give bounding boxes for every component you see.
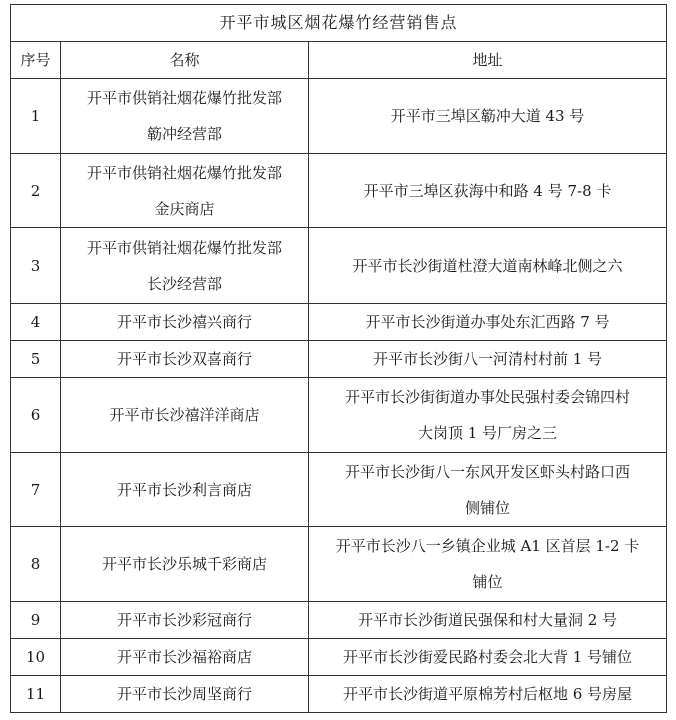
row-name-line: 开平市供销社烟花爆竹批发部 xyxy=(86,238,282,257)
row-index: 9 xyxy=(11,602,61,639)
row-address-line: 开平市三埠区荻海中和路 4 号 7-8 卡 xyxy=(363,181,612,200)
row-address-line: 侧铺位 xyxy=(464,498,510,517)
row-address-line: 开平市长沙街道办事处东汇西路 7 号 xyxy=(365,313,610,331)
row-name xyxy=(61,341,309,378)
row-address xyxy=(309,602,667,639)
row-name-line: 金庆商店 xyxy=(154,199,215,218)
table-row xyxy=(11,378,667,453)
row-address xyxy=(309,304,667,341)
row-name xyxy=(61,304,309,341)
row-address xyxy=(309,378,667,453)
row-name-line: 长沙经营部 xyxy=(146,274,222,293)
row-name xyxy=(61,228,309,304)
row-name-line: 开平市长沙福裕商店 xyxy=(116,648,252,666)
row-index: 5 xyxy=(11,341,61,378)
row-address xyxy=(309,676,667,713)
row-index: 2 xyxy=(11,154,61,228)
row-name xyxy=(61,453,309,527)
table-row xyxy=(11,228,667,304)
row-name-line: 开平市长沙周坚商行 xyxy=(116,685,252,703)
header-name: 名称 xyxy=(61,42,309,79)
table-row xyxy=(11,304,667,341)
table-row xyxy=(11,79,667,154)
row-address-line: 铺位 xyxy=(472,573,503,591)
row-name-line: 开平市长沙乐城千彩商店 xyxy=(101,555,267,573)
outlet-table xyxy=(10,4,667,713)
table-row xyxy=(11,453,667,527)
row-index: 1 xyxy=(11,79,61,154)
row-name xyxy=(61,639,309,676)
row-address xyxy=(309,79,667,154)
table-body xyxy=(11,79,667,713)
row-address-line: 开平市长沙街八一河清村村前 1 号 xyxy=(372,350,603,368)
header-index: 序号 xyxy=(11,42,61,79)
row-address xyxy=(309,453,667,527)
table-row xyxy=(11,639,667,676)
row-name xyxy=(61,527,309,602)
row-name-line: 开平市长沙禧洋洋商店 xyxy=(109,406,260,424)
row-name-line: 开平市供销社烟花爆竹批发部 xyxy=(86,89,282,107)
row-index: 11 xyxy=(11,676,61,713)
table-row xyxy=(11,341,667,378)
row-name-line: 开平市供销社烟花爆竹批发部 xyxy=(86,163,282,182)
title-row xyxy=(11,5,667,42)
row-address xyxy=(309,639,667,676)
row-address-line: 开平市长沙街爱民路村委会北大背 1 号铺位 xyxy=(342,648,633,666)
row-address-line: 开平市长沙街八一东风开发区虾头村路口西 xyxy=(344,462,630,481)
row-address-line: 开平市长沙街道民强保和村大量洞 2 号 xyxy=(357,611,618,629)
row-name-line: 开平市长沙利言商店 xyxy=(116,480,252,499)
table-row xyxy=(11,527,667,602)
row-address xyxy=(309,228,667,304)
row-index: 10 xyxy=(11,639,61,676)
table-row xyxy=(11,154,667,228)
row-address-line: 开平市长沙八一乡镇企业城 A1 区首层 1-2 卡 xyxy=(335,537,640,555)
row-index: 3 xyxy=(11,228,61,304)
row-address xyxy=(309,527,667,602)
row-address-line: 大岗顶 1 号厂房之三 xyxy=(417,424,558,442)
row-address xyxy=(309,154,667,228)
row-name-line: 簕冲经营部 xyxy=(146,125,222,143)
header-row xyxy=(11,42,667,79)
row-name xyxy=(61,154,309,228)
row-address-line: 开平市长沙街街道办事处民强村委会锦四村 xyxy=(344,388,630,406)
table-row xyxy=(11,676,667,713)
header-address: 地址 xyxy=(309,42,667,79)
row-address-line: 开平市三埠区簕冲大道 43 号 xyxy=(390,107,585,125)
table-title: 开平市城区烟花爆竹经营销售点 xyxy=(11,5,667,42)
row-name-line: 开平市长沙彩冠商行 xyxy=(116,611,252,629)
row-address xyxy=(309,341,667,378)
row-index: 7 xyxy=(11,453,61,527)
row-name xyxy=(61,602,309,639)
row-name xyxy=(61,378,309,453)
table-row xyxy=(11,602,667,639)
row-index: 8 xyxy=(11,527,61,602)
row-name xyxy=(61,676,309,713)
row-index: 6 xyxy=(11,378,61,453)
row-address-line: 开平市长沙街道杜澄大道南林峰北侧之六 xyxy=(352,256,623,275)
row-address-line: 开平市长沙街道平原棉芳村后枢地 6 号房屋 xyxy=(342,685,633,703)
row-name xyxy=(61,79,309,154)
row-name-line: 开平市长沙双喜商行 xyxy=(116,350,252,368)
row-index: 4 xyxy=(11,304,61,341)
row-name-line: 开平市长沙禧兴商行 xyxy=(116,313,252,331)
